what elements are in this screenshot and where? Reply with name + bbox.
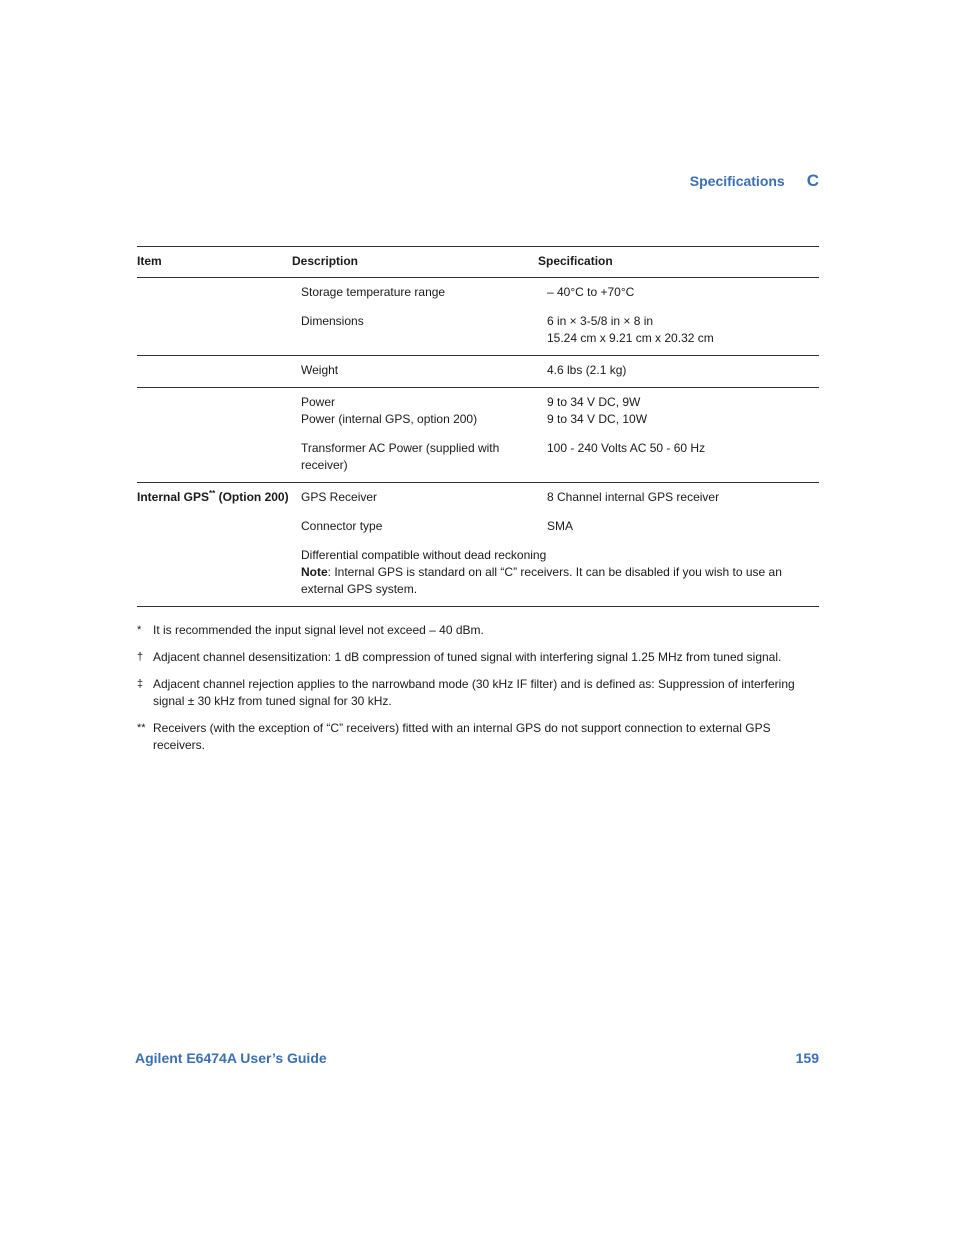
column-header-description: Description [292,247,538,278]
specification-value: – 40°C to +70°C [547,285,635,299]
note-paragraph [301,564,819,598]
table-row [137,388,819,435]
description-text: Connector type [301,519,383,533]
table-row [137,483,819,513]
description-cell [292,512,538,541]
specification-value: 9 to 34 V DC, 10W [547,412,648,426]
description-cell [292,483,538,513]
description-text: Differential compatible without dead reckoning [301,548,547,562]
footnote-text: Receivers (with the exception of “C” receivers) fitted with an internal GPS do not support connection to external GPS receivers. [153,721,771,752]
table-row-group [137,356,819,388]
note-cell [292,541,819,607]
description-text: Power [301,395,336,409]
description-cell [292,388,538,435]
table-row [137,278,819,308]
specification-value: 4.6 lbs (2.1 kg) [547,363,627,377]
item-label-suffix: (Option 200) [215,490,289,504]
description-cell [292,434,538,483]
table-header-row [137,247,819,278]
running-header [690,172,819,190]
description-cell [292,307,538,356]
item-cell [137,483,292,607]
footnote-text: Adjacent channel rejection applies to the narrowband mode (30 kHz IF filter) and is defined as: Suppression of interfering signal ± 30 kHz from tuned signal for 30 kHz. [153,677,795,708]
column-header-item: Item [137,247,292,278]
table-row-group [137,483,819,607]
footnote-item [137,649,819,666]
item-label: Internal GPS [137,490,210,504]
section-title: Specifications [689,173,785,189]
item-cell [137,356,292,388]
footnote-mark: * [137,624,142,636]
specification-cell [538,307,819,356]
specification-cell [538,512,819,541]
specification-cell [538,388,819,435]
table-row-group [137,388,819,483]
footnote-mark: † [137,651,144,663]
footnotes [137,622,819,764]
note-text: : Internal GPS is standard on all “C” receivers. It can be disabled if you wish to use an external GPS system. [301,565,782,596]
description-text: GPS Receiver [301,490,378,504]
specification-value: 15.24 cm x 9.21 cm x 20.32 cm [547,331,714,345]
footnote-text: It is recommended the input signal level not exceed – 40 dBm. [153,623,484,637]
specification-value: 6 in × 3-5/8 in × 8 in [547,314,654,328]
description-text: Storage temperature range [301,285,446,299]
footnote-ref: ** [209,489,216,498]
specification-cell [538,278,819,308]
footnote-item [137,622,819,639]
item-cell [137,388,292,483]
footnote-text: Adjacent channel desensitization: 1 dB compression of tuned signal with interfering signal 1.25 MHz from tuned signal. [153,650,782,664]
item-cell [137,278,292,356]
description-cell [292,356,538,388]
description-text: Weight [301,363,339,377]
description-cell [292,278,538,308]
specification-cell [538,483,819,513]
footer-guide-title: Agilent E6474A User’s Guide [135,1050,327,1066]
specification-value: 8 Channel internal GPS receiver [547,490,720,504]
chapter-letter: C [806,171,819,190]
specification-value: 100 - 240 Volts AC 50 - 60 Hz [547,441,706,455]
footnote-mark: ** [137,722,146,734]
table-row-group [137,278,819,356]
specification-cell [538,434,819,483]
column-header-specification: Specification [538,247,819,278]
footnote-item [137,720,819,754]
description-text: Dimensions [301,314,364,328]
description-text: Transformer AC Power (supplied with receiver) [301,441,500,472]
page-number: 159 [795,1050,819,1066]
note-label: Note [301,565,328,579]
specification-value: SMA [547,519,574,533]
table-row [137,356,819,388]
footnote-item [137,676,819,710]
page-footer [135,1050,819,1067]
specification-value: 9 to 34 V DC, 9W [547,395,641,409]
description-text: Power (internal GPS, option 200) [301,412,478,426]
specifications-table [137,246,819,607]
footnote-mark: ‡ [137,678,144,690]
specification-cell [538,356,819,388]
